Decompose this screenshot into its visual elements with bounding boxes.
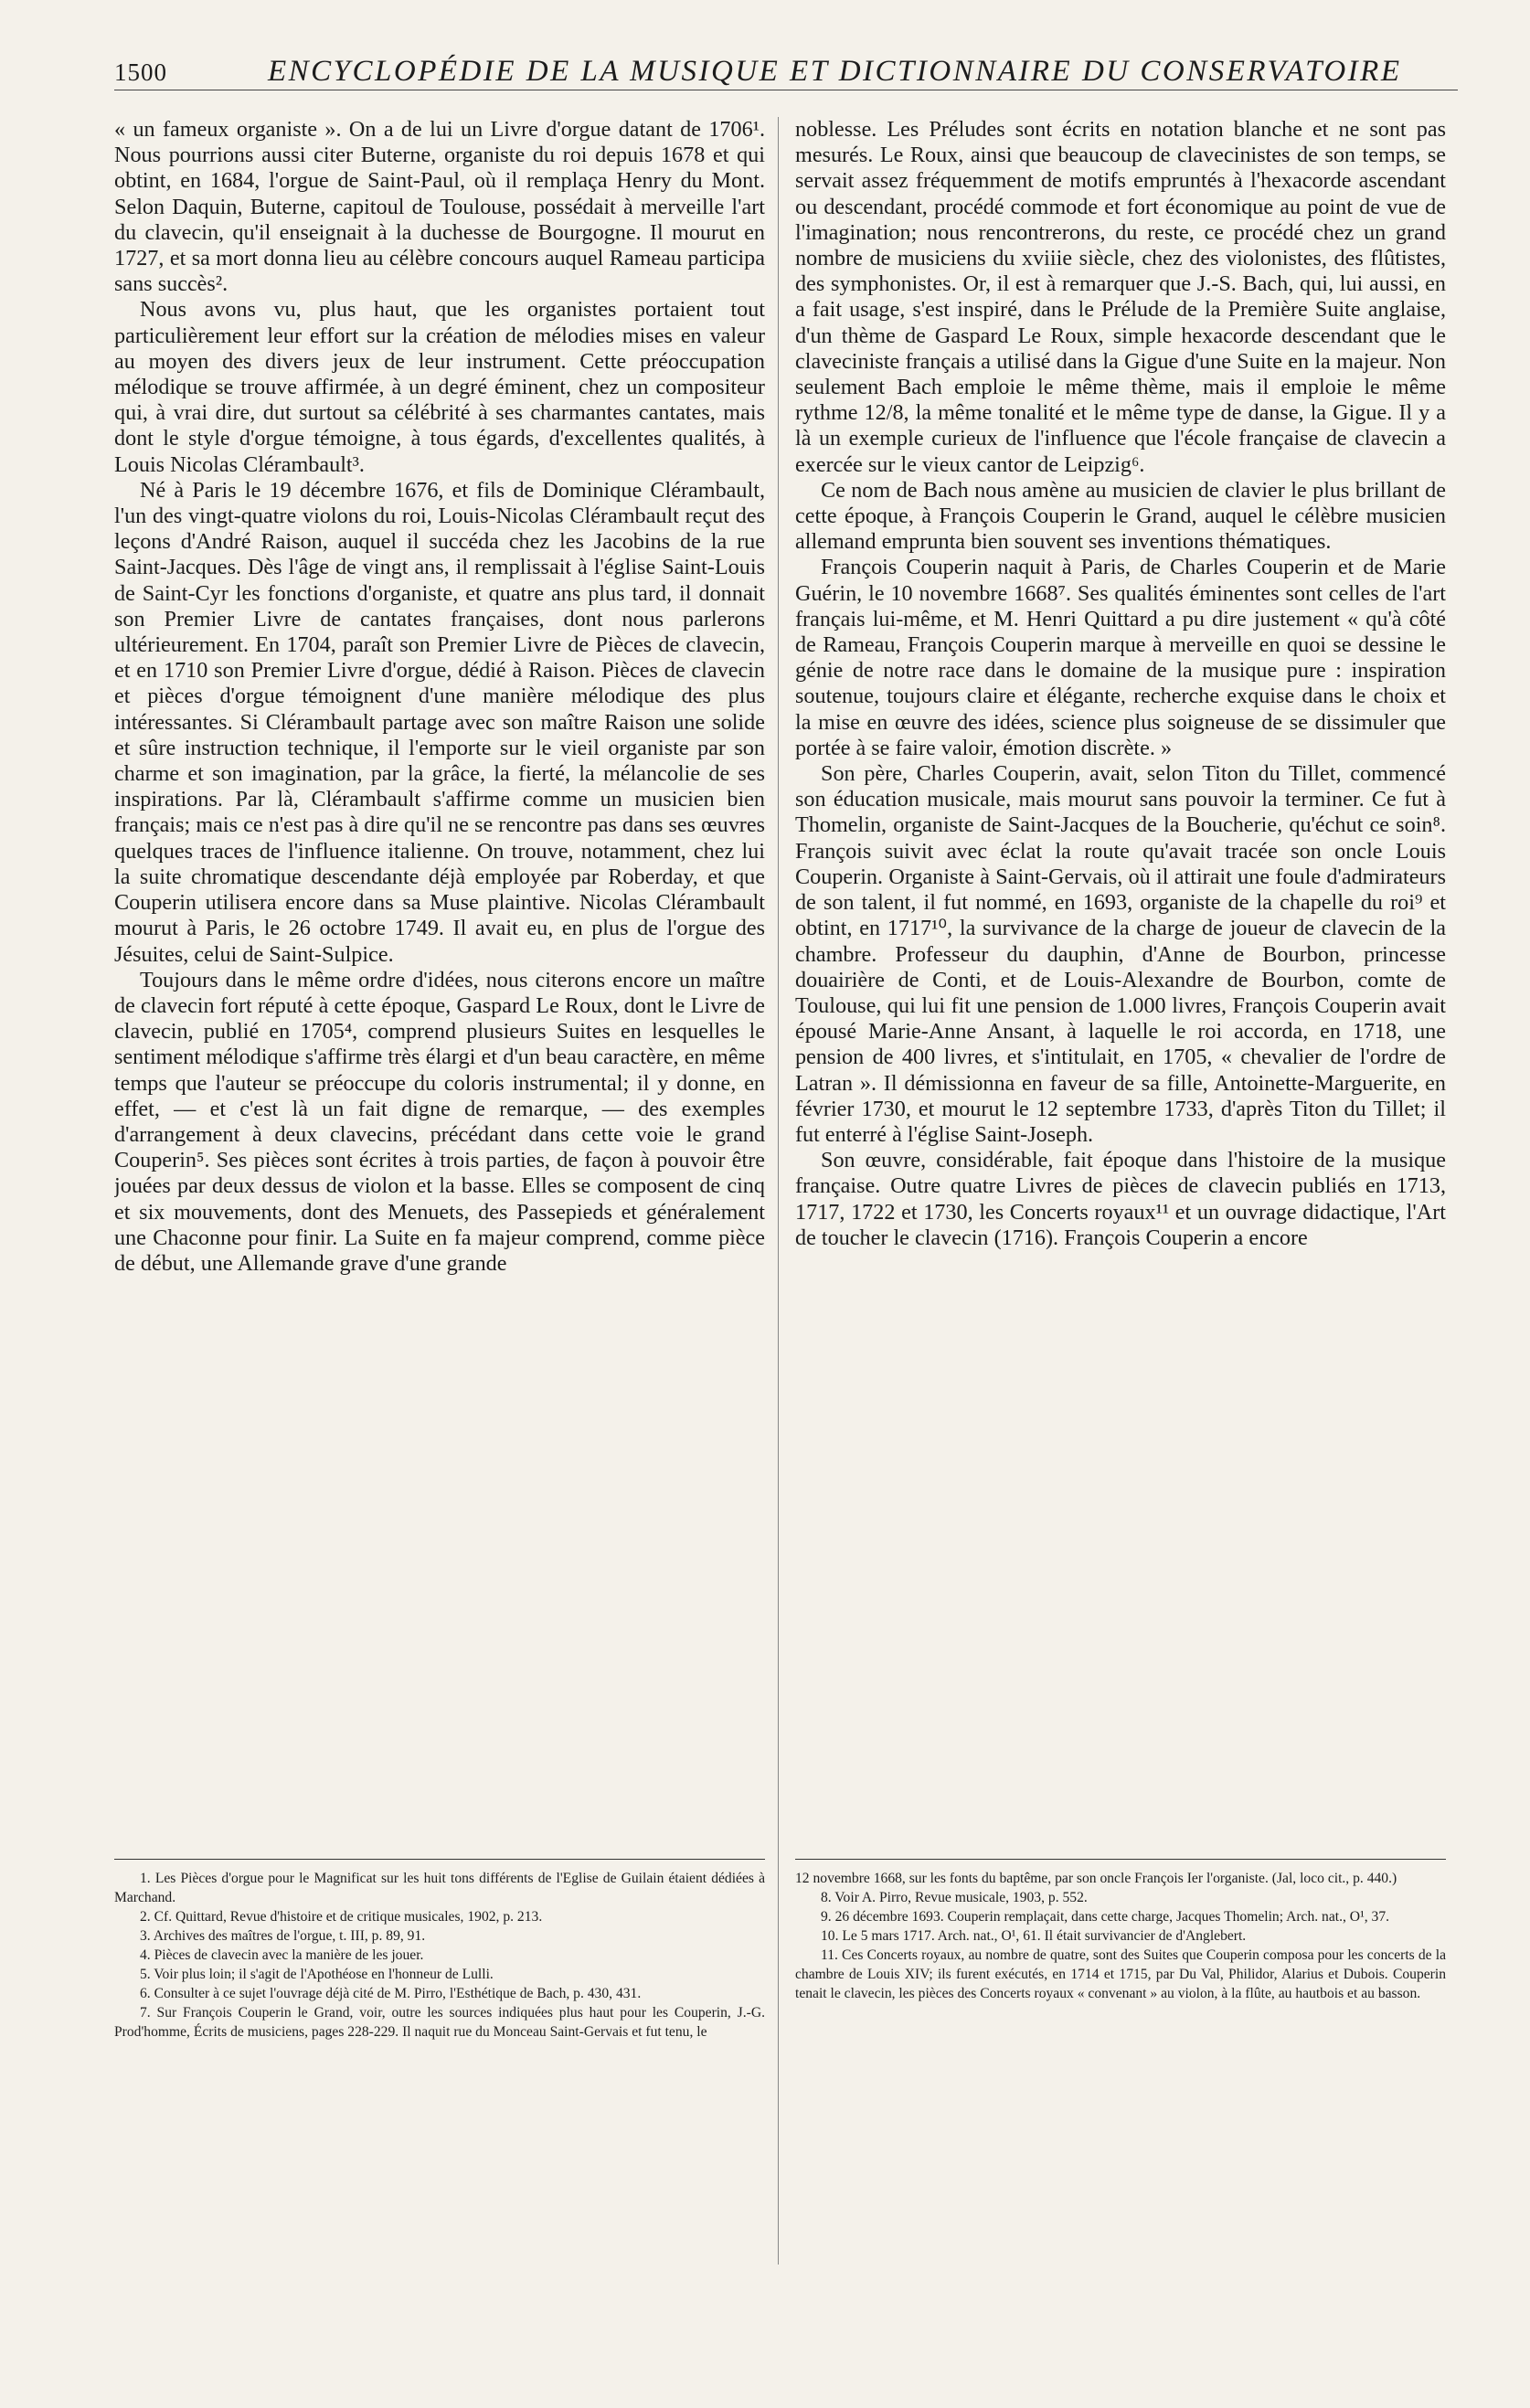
running-title: ENCYCLOPÉDIE DE LA MUSIQUE ET DICTIONNAIRE DU CONSERVATOIRE [268,55,1402,88]
footnote-divider [795,1859,1446,1860]
paragraph: Né à Paris le 19 décembre 1676, et fils de Dominique Clérambault, l'un des vingt-quatre violons du roi, Louis-Nicolas Clérambault reçut des leçons d'André Raison, auquel il succéda chez les Jacobins de la rue Saint-Jacques. Dès l'âge de vingt ans, il remplissait à l'église Saint-Louis de Saint-Cyr les fonctions d'organiste, et quatre ans plus tard, il donnait son Premier Livre de cantates françaises, dont nous parlerons ultérieurement. En 1704, paraît son Premier Livre de Pièces de clavecin, et en 1710 son Premier Livre d'orgue, dédié à Raison. Pièces de clavecin et pièces d'orgue témoignent d'une manière mélodique des plus intéressantes. Si Clérambault partage avec son maître Raison une solide et sûre instruction technique, il l'emporte sur le vieil organiste par son charme et son imagination, par la grâce, la fierté, la mélancolie de ses inspirations. Par là, Clérambault s'affirme comme un musicien bien français; mais ce n'est pas à dire qu'il ne se rencontre pas dans ses œuvres quelques traces de l'influence italienne. On trouve, notamment, chez lui la suite chromatique descendante déjà employée par Roberday, et que Couperin utilisera encore dans sa Muse plaintive. Nicolas Clérambault mourut à Paris, le 26 octobre 1749. Il avait eu, en plus de l'orgue des Jésuites, celui de Saint-Sulpice. [114,477,765,967]
right-body-text [795,117,1446,1844]
footnote: 6. Consulter à ce sujet l'ouvrage déjà cité de M. Pirro, l'Esthétique de Bach, p. 430, 431. [140,1986,642,2001]
footnote: 12 novembre 1668, sur les fonts du baptême, par son oncle François Ier l'organiste. (Jal, loco cit., p. 440.) [795,1871,1397,1886]
left-body-text [114,117,765,1844]
right-footnotes [795,1869,1446,2003]
footnote: 5. Voir plus loin; il s'agit de l'Apothéose en l'honneur de Lulli. [140,1967,494,1982]
paragraph: « un fameux organiste ». On a de lui un Livre d'orgue datant de 1706¹. Nous pourrions aussi citer Buterne, organiste du roi depuis 1678 et qui obtint, en 1684, l'orgue de Saint-Paul, où il remplaça Henry du Mont. Selon Daquin, Buterne, capitoul de Toulouse, possédait à merveille l'art du clavecin, qu'il enseignait à la duchesse de Bourgogne. Il mourut en 1727, et sa mort donna lieu au célèbre concours auquel Rameau participa sans succès². [114,117,765,297]
footnote: 2. Cf. Quittard, Revue d'histoire et de critique musicales, 1902, p. 213. [140,1909,543,1925]
column-divider [778,117,779,2265]
page-number: 1500 [114,58,167,86]
paragraph: noblesse. Les Préludes sont écrits en notation blanche et ne sont pas mesurés. Le Roux, ainsi que beaucoup de clavecinistes de son temps, se servait assez fréquemment de motifs empruntés à l'hexacorde ascendant ou descendant, procédé commode et fort économique au point de vue de l'imagination; nous rencontrerons, du reste, ce procédé chez un grand nombre de musiciens du xviiie siècle, chez des violonistes, des flûtistes, des symphonistes. Or, il est à remarquer que J.-S. Bach, qui, lui aussi, en a fait usage, s'est inspiré, dans le Prélude de la Première Suite anglaise, d'un thème de Gaspard Le Roux, simple hexacorde descendant que le claveciniste français a utilisé dans la Gigue d'une Suite en la majeur. Non seulement Bach emploie le même thème, mais il emploie le même rythme 12/8, la même tonalité et le même type de danse, la Gigue. Il y a là un exemple curieux de l'influence que l'école française de clavecin a exercée sur le vieux cantor de Leipzig⁶. [795,117,1446,477]
right-column [795,117,1446,2003]
footnote: 4. Pièces de clavecin avec la manière de les jouer. [140,1947,424,1963]
footnote: 7. Sur François Couperin le Grand, voir, outre les sources indiquées plus haut pour les Couperin, J.-G. Prod'homme, Écrits de musiciens, pages 228-229. Il naquit rue du Monceau Saint-Gervais et fut tenu, le [114,2005,765,2040]
paragraph: Son père, Charles Couperin, avait, selon Titon du Tillet, commencé son éducation musicale, mais mourut sans pouvoir la terminer. Ce fut à Thomelin, organiste de Saint-Jacques de la Boucherie, qu'échut ce soin⁸. François suivit avec éclat la route qu'avait tracée son oncle Louis Couperin. Organiste à Saint-Gervais, où il attirait une foule d'admirateurs de son talent, il fut nommé, en 1693, organiste de la chapelle du roi⁹ et obtint, en 1717¹⁰, la survivance de la charge de joueur de clavecin de la chambre. Professeur du dauphin, d'Anne de Bourbon, princesse douairière de Conti, et de Louis-Alexandre de Bourbon, comte de Toulouse, qui lui fit une pension de 1.000 livres, François Couperin avait épousé Marie-Anne Ansant, à laquelle le roi accorda, en 1718, une pension de 400 livres, et s'intitulait, en 1705, « chevalier de l'ordre de Latran ». Il démissionna en faveur de sa fille, Antoinette-Marguerite, en février 1730, et mourut le 12 septembre 1733, d'après Titon du Tillet; il fut enterré à l'église Saint-Joseph. [795,761,1446,1147]
footnote: 1. Les Pièces d'orgue pour le Magnificat sur les huit tons différents de l'Eglise de Guilain étaient dédiées à Marchand. [114,1871,765,1905]
paragraph: Son œuvre, considérable, fait époque dans l'histoire de la musique française. Outre quatre Livres de pièces de clavecin publiés en 1713, 1717, 1722 et 1730, les Concerts royaux¹¹ et un ouvrage didactique, l'Art de toucher le clavecin (1716). François Couperin a encore [795,1148,1446,1250]
left-footnotes [114,1869,765,2042]
paragraph: François Couperin naquit à Paris, de Charles Couperin et de Marie Guérin, le 10 novembre 1668⁷. Ses qualités éminentes sont celles de l'art français lui-même, et M. Henri Quittard a pu dire justement « qu'à côté de Rameau, François Couperin marque à merveille en quoi se dessine le génie de notre race dans le domaine de la musique pure : inspiration soutenue, toujours claire et élégante, recherche exquise dans le choix et la mise en œuvre des idées, science plus soigneuse de se dissimuler que portée à se faire valoir, émotion discrète. » [795,555,1446,760]
footnote: 8. Voir A. Pirro, Revue musicale, 1903, p. 552. [821,1890,1088,1905]
paragraph: Toujours dans le même ordre d'idées, nous citerons encore un maître de clavecin fort réputé à cette époque, Gaspard Le Roux, dont le Livre de clavecin, publié en 1705⁴, comprend plusieurs Suites en lesquelles le sentiment mélodique s'affirme très élargi et d'un beau caractère, en même temps que l'auteur se préoccupe du coloris instrumental; il y donne, en effet, — et c'est là un fait digne de remarque, — des exemples d'arrangement à deux clavecins, précédant dans cette voie le grand Couperin⁵. Ses pièces sont écrites à trois parties, de façon à pouvoir être jouées par deux dessus de violon et la basse. Elles se composent de cinq et six mouvements, dont des Menuets, des Passepieds et généralement une Chaconne pour finir. La Suite en fa majeur comprend, comme pièce de début, une Allemande grave d'une grande [114,967,765,1276]
footnote: 11. Ces Concerts royaux, au nombre de quatre, sont des Suites que Couperin composa pour les concerts de la chambre de Louis XIV; ils furent exécutés, en 1714 et 1715, par Du Val, Philidor, Alarius et Dubois. Couperin tenait le clavecin, les pièces des Concerts royaux « convenant » au violon, à la flûte, au hautbois et au basson. [795,1947,1446,2001]
footnote: 10. Le 5 mars 1717. Arch. nat., O¹, 61. Il était survivancier de d'Anglebert. [821,1928,1247,1944]
footnote: 3. Archives des maîtres de l'orgue, t. III, p. 89, 91. [140,1928,426,1944]
left-column [114,117,765,2042]
page-header [114,53,1458,90]
footnote: 9. 26 décembre 1693. Couperin remplaçait, dans cette charge, Jacques Thomelin; Arch. nat., O¹, 37. [821,1909,1390,1925]
paragraph: Ce nom de Bach nous amène au musicien de clavier le plus brillant de cette époque, à François Couperin le Grand, auquel le célèbre musicien allemand emprunta bien souvent ses inventions thématiques. [795,477,1446,555]
paragraph: Nous avons vu, plus haut, que les organistes portaient tout particulièrement leur effort sur la création de mélodies mises en valeur au moyen des divers jeux de leur instrument. Cette préoccupation mélodique se trouve affirmée, à un degré éminent, chez un compositeur qui, à vrai dire, dut surtout sa célébrité à ses charmantes cantates, mais dont le style d'orgue témoigne, à tous égards, d'excellentes qualités, à Louis Nicolas Clérambault³. [114,297,765,477]
footnote-divider [114,1859,765,1860]
